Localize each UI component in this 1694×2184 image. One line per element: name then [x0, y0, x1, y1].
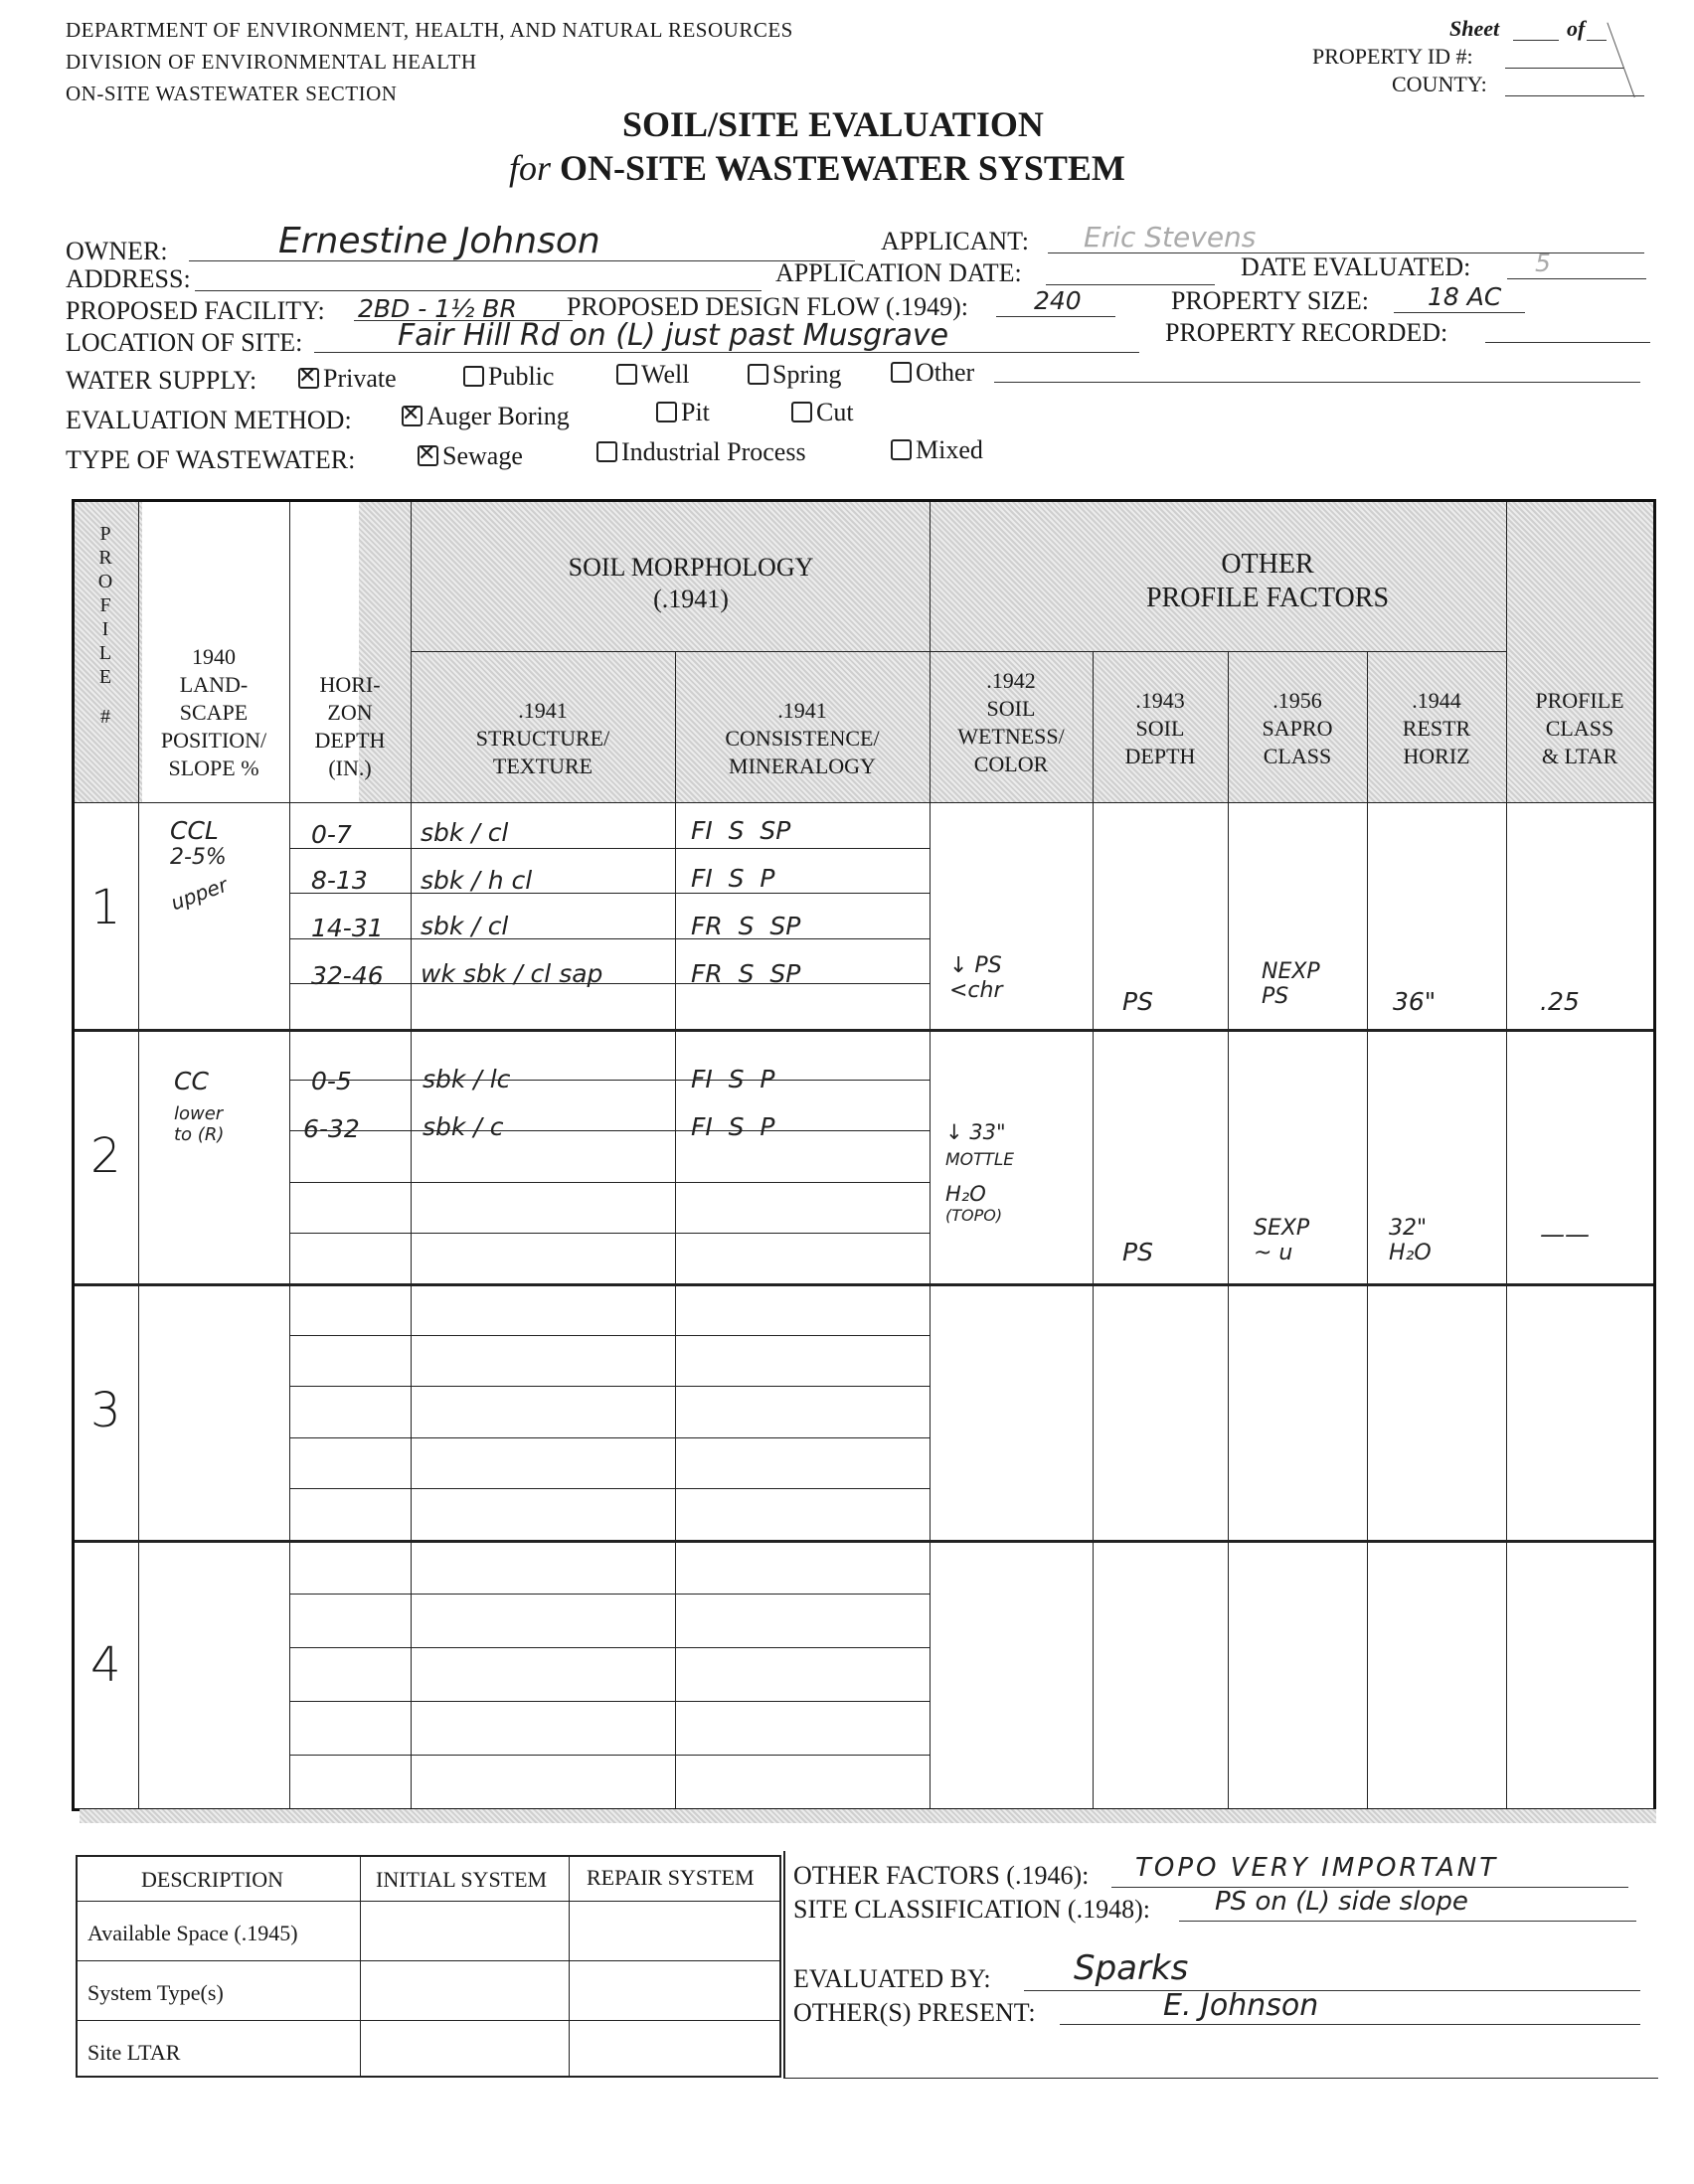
p2-wetness[interactable]: ↓ 33" MOTTLE H₂O (TOPO) [945, 1120, 1015, 1225]
profile-table [72, 499, 1656, 1811]
profile-number-2: 2 [90, 1128, 121, 1184]
mixed-checkbox[interactable] [891, 439, 912, 460]
subtitle-text: ON-SITE WASTEWATER SYSTEM [560, 148, 1125, 188]
design-flow-line [996, 316, 1115, 317]
sheet-total-field[interactable] [1587, 40, 1607, 41]
col-divider [1228, 651, 1229, 1808]
proposed-facility-label: PROPOSED FACILITY: [66, 296, 325, 325]
profile-number-4: 4 [90, 1637, 121, 1693]
property-id-field[interactable] [1505, 68, 1624, 69]
form-title: SOIL/SITE EVALUATION [622, 104, 1044, 144]
system-summary-table [76, 1855, 781, 2078]
sheet-label: Sheet [1449, 16, 1500, 41]
p1-depth-2[interactable]: 8-13 [311, 866, 368, 895]
profile-separator [75, 1283, 1653, 1286]
location-value[interactable]: Fair Hill Rd on (L) just past Musgrave [398, 318, 949, 353]
others-present-line [1060, 2024, 1640, 2025]
p1-wetness[interactable]: ↓ PS <chr [949, 953, 1003, 1003]
p1-depth-1[interactable]: 0-7 [311, 820, 352, 849]
property-size-line [1394, 312, 1525, 313]
horizon-row-line [289, 1130, 930, 1131]
application-date-label: APPLICATION DATE: [775, 258, 1022, 287]
bottom-rule [783, 2078, 1658, 2079]
date-evaluated-value[interactable]: 5 [1535, 249, 1551, 277]
horizon-row-line [289, 1080, 930, 1081]
water-well-option[interactable] [616, 360, 689, 390]
p1-ltar[interactable]: .25 [1540, 987, 1580, 1016]
horizon-row-line [289, 1647, 930, 1648]
row-divider [78, 1960, 779, 1961]
other-label: Other [916, 358, 975, 387]
property-size-label: PROPERTY SIZE: [1171, 286, 1369, 315]
p2-consistence-1[interactable]: FI S P [691, 1065, 775, 1093]
horizon-row-line [289, 1233, 930, 1234]
col-divider [138, 502, 139, 1808]
address-field[interactable] [195, 290, 762, 291]
col-divider [1093, 651, 1094, 1808]
profile-class-header: PROFILE CLASS & LTAR [1535, 688, 1624, 768]
profile-separator [75, 1540, 1653, 1543]
pit-option[interactable] [656, 398, 710, 427]
p1-landscape[interactable]: CCL 2-5% upper [167, 816, 231, 916]
water-supply-label: WATER SUPPLY: [66, 366, 257, 395]
horizon-row-line [289, 1755, 930, 1756]
horizon-row-line [289, 1437, 930, 1438]
soil-wetness-header: .1942 SOIL WETNESS/ COLOR [957, 668, 1065, 776]
other-profile-factors-header: OTHER PROFILE FACTORS [1145, 549, 1390, 613]
water-public-option[interactable] [463, 362, 554, 392]
p2-texture-2[interactable]: sbk / c [423, 1112, 504, 1141]
landscape-header: 1940 LAND- SCAPE POSITION/ SLOPE % [160, 644, 267, 780]
property-id-label: PROPERTY ID #: [1312, 44, 1473, 69]
header-bottom [75, 802, 1653, 803]
p1-depth-3[interactable]: 14-31 [311, 914, 384, 942]
col-divider [411, 502, 412, 1808]
p2-texture-1[interactable]: sbk / lc [423, 1065, 511, 1093]
spring-checkbox[interactable] [748, 364, 768, 385]
private-checkbox[interactable] [298, 368, 319, 389]
horizon-row-line [289, 938, 930, 939]
eval-method-label: EVALUATION METHOD: [66, 406, 352, 434]
horizon-row-line [289, 1386, 930, 1387]
location-label: LOCATION OF SITE: [66, 328, 303, 357]
applicant-label: APPLICANT: [881, 227, 1029, 255]
auger-option[interactable] [402, 402, 570, 431]
industrial-checkbox[interactable] [596, 441, 617, 462]
cut-checkbox[interactable] [791, 402, 812, 422]
p1-sapro[interactable]: NEXP PS [1262, 959, 1320, 1009]
p1-texture-1[interactable]: sbk / cl [421, 818, 509, 847]
col-divider [360, 1857, 361, 2076]
page-edge-mark [1607, 22, 1636, 97]
bottom-divider [783, 1851, 785, 2078]
other-checkbox[interactable] [891, 362, 912, 383]
owner-label: OWNER: [66, 237, 168, 265]
p1-consistence-1[interactable]: FI S SP [691, 816, 791, 845]
site-ltar-label: Site LTAR [87, 2040, 181, 2065]
sapro-class-header: .1956 SAPRO CLASS [1262, 688, 1333, 768]
of-label: of [1567, 16, 1586, 41]
well-checkbox[interactable] [616, 364, 637, 385]
pit-checkbox[interactable] [656, 402, 677, 422]
site-classification-line [1179, 1921, 1636, 1922]
evaluated-by-line [1024, 1990, 1640, 1991]
cut-label: Cut [816, 398, 854, 426]
col-divider [675, 651, 676, 1808]
restr-horiz-header: .1944 RESTR HORIZ [1402, 688, 1471, 768]
profile-number-3: 3 [90, 1383, 121, 1438]
row-divider [78, 1901, 779, 1902]
profile-separator [75, 1029, 1653, 1032]
owner-value[interactable]: Ernestine Johnson [278, 221, 600, 261]
initial-system-header: INITIAL SYSTEM [376, 1867, 548, 1892]
pit-label: Pit [681, 398, 710, 426]
date-evaluated-line [1507, 278, 1646, 279]
col-divider [930, 502, 931, 1808]
available-space-label: Available Space (.1945) [87, 1921, 298, 1945]
horizon-row-line [289, 848, 930, 849]
auger-checkbox[interactable] [402, 406, 423, 426]
sewage-option[interactable] [418, 441, 523, 471]
p2-depth-1[interactable]: 0-5 [311, 1067, 352, 1095]
spring-label: Spring [772, 360, 842, 389]
public-label: Public [488, 362, 555, 391]
horizon-row-line [289, 983, 930, 984]
application-date-field[interactable] [1046, 284, 1215, 285]
mixed-label: Mixed [916, 435, 983, 464]
auger-label: Auger Boring [426, 402, 570, 430]
p1-soil-depth[interactable]: PS [1122, 987, 1153, 1016]
sewage-label: Sewage [442, 441, 523, 470]
address-label: ADDRESS: [66, 264, 191, 293]
design-flow-label: PROPOSED DESIGN FLOW (.1949): [567, 292, 968, 321]
horizon-row-line [289, 1701, 930, 1702]
water-other-option[interactable] [891, 358, 974, 388]
public-checkbox[interactable] [463, 366, 484, 387]
row-divider [78, 2020, 779, 2021]
horizon-row-line [289, 1594, 930, 1595]
p2-soil-depth[interactable]: PS [1122, 1238, 1153, 1266]
water-spring-option[interactable] [748, 360, 841, 390]
soil-depth-header: .1943 SOIL DEPTH [1124, 688, 1196, 768]
property-recorded-label: PROPERTY RECORDED: [1165, 318, 1448, 347]
consistence-header: .1941 CONSISTENCE/ MINERALOGY [725, 698, 880, 778]
site-classification-label: SITE CLASSIFICATION (.1948): [793, 1895, 1150, 1924]
p1-texture-3[interactable]: sbk / cl [421, 912, 509, 940]
property-size-value[interactable]: 18 AC [1428, 282, 1502, 311]
applicant-value[interactable]: Eric Stevens [1084, 221, 1257, 253]
horizon-depth-header: HORI- ZON DEPTH (IN.) [314, 672, 386, 780]
p1-restr[interactable]: 36" [1393, 987, 1437, 1016]
well-label: Well [641, 360, 690, 389]
repair-system-header: REPAIR SYSTEM [587, 1865, 755, 1890]
profile-number-1: 1 [90, 880, 121, 935]
cut-option[interactable] [791, 398, 854, 427]
water-private-option[interactable] [298, 364, 397, 394]
county-field[interactable] [1505, 95, 1644, 96]
horizon-row-line [289, 893, 930, 894]
p2-sapro[interactable]: SEXP ~ u [1254, 1216, 1310, 1265]
p2-depth-2[interactable]: 6-32 [303, 1114, 360, 1143]
horizon-row-line [289, 1182, 930, 1183]
mixed-option[interactable] [891, 435, 983, 465]
system-type-label: System Type(s) [87, 1980, 224, 2005]
p1-texture-4[interactable]: wk sbk / cl sap [421, 959, 603, 988]
department-line: DEPARTMENT OF ENVIRONMENT, HEALTH, AND NATURAL RESOURCES [66, 18, 793, 42]
horizon-row-line [289, 1488, 930, 1489]
horizon-row-line [289, 1335, 930, 1336]
form-subtitle [509, 147, 1125, 189]
p1-consistence-2[interactable]: FI S P [691, 864, 775, 893]
other-factors-value[interactable]: TOPO VERY IMPORTANT [1135, 1853, 1499, 1883]
p2-ltar[interactable]: —— [1540, 1220, 1590, 1249]
others-present-label: OTHER(S) PRESENT: [793, 1998, 1036, 2027]
header-divider [411, 651, 1506, 652]
p2-landscape[interactable]: CC lower to (R) [174, 1067, 225, 1145]
p1-consistence-4[interactable]: FR S SP [691, 959, 801, 988]
section-line: ON-SITE WASTEWATER SECTION [66, 82, 398, 105]
evaluated-by-label: EVALUATED BY: [793, 1964, 991, 1993]
water-other-field[interactable] [994, 382, 1640, 383]
col-divider [1506, 502, 1507, 1808]
wastewater-label: TYPE OF WASTEWATER: [66, 445, 356, 474]
site-classification-value[interactable]: PS on (L) side slope [1215, 1887, 1468, 1917]
table-bottom-shading [80, 1809, 1656, 1823]
others-present-value[interactable]: E. Johnson [1163, 1988, 1319, 2023]
soil-morphology-header: SOIL MORPHOLOGY (.1941) [568, 553, 814, 613]
industrial-label: Industrial Process [621, 437, 806, 466]
col-divider [289, 502, 290, 1808]
private-label: Private [323, 364, 397, 393]
p1-texture-2[interactable]: sbk / h cl [421, 866, 533, 895]
p2-restr[interactable]: 32" H₂O [1389, 1216, 1432, 1265]
subtitle-prefix: for [509, 148, 552, 188]
date-evaluated-label: DATE EVALUATED: [1241, 252, 1471, 281]
property-recorded-field[interactable] [1485, 342, 1650, 343]
profile-number-header: P R O F I L E # [97, 523, 113, 728]
structure-texture-header: .1941 STRUCTURE/ TEXTURE [475, 698, 610, 778]
industrial-option[interactable] [596, 437, 806, 467]
p1-depth-4[interactable]: 32-46 [311, 961, 384, 990]
evaluated-by-value[interactable]: Sparks [1074, 1948, 1189, 1988]
description-header: DESCRIPTION [141, 1867, 284, 1892]
county-label: COUNTY: [1392, 72, 1487, 96]
other-factors-label: OTHER FACTORS (.1946): [793, 1861, 1090, 1890]
col-divider [569, 1857, 570, 2076]
sewage-checkbox[interactable] [418, 445, 438, 466]
sheet-number-field[interactable] [1513, 40, 1559, 41]
division-line: DIVISION OF ENVIRONMENTAL HEALTH [66, 50, 477, 74]
design-flow-value[interactable]: 240 [1034, 286, 1082, 315]
proposed-facility-value[interactable]: 2BD - 1½ BR [358, 294, 517, 323]
p2-consistence-2[interactable]: FI S P [691, 1112, 775, 1141]
p1-consistence-3[interactable]: FR S SP [691, 912, 801, 940]
col-divider [1367, 651, 1368, 1808]
